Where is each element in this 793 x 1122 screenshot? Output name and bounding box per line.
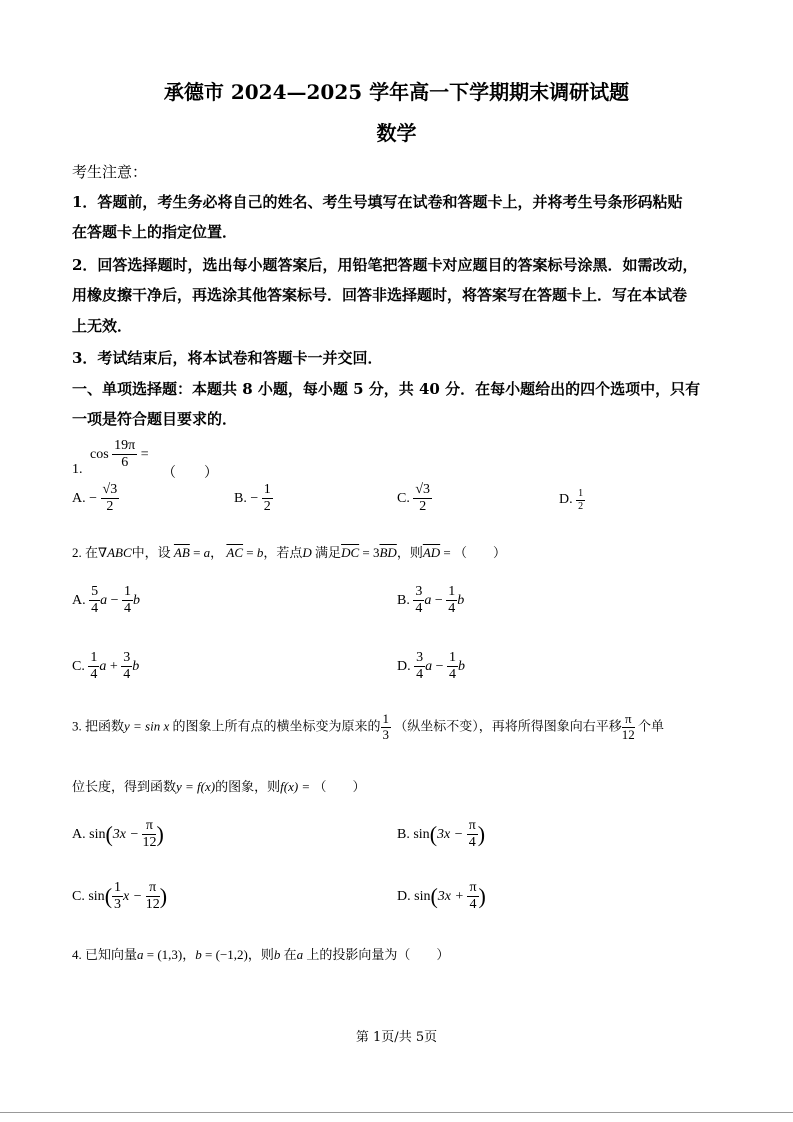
q2-a-coef2 [122, 584, 133, 617]
q2-b-label: B. [397, 592, 410, 608]
q2-c-c1n: 1 [88, 650, 99, 667]
page-footer: 第 1页/共 5页 [355, 1030, 438, 1045]
q2-b-c2n: 1 [446, 584, 457, 601]
notice-item2-line2: 用橡皮擦干净后，再选涂其他答案标号．回答非选择题时，将答案写在答题卡上．写在本试卷 [72, 286, 688, 304]
q1-option-c[interactable] [397, 482, 432, 515]
q3-scale-frac [381, 712, 392, 743]
q3-a-frac [142, 818, 156, 851]
q1-b-label: B. [234, 490, 247, 506]
q1-b-den: 2 [263, 499, 271, 515]
q1-c-den: 2 [419, 499, 427, 515]
q3-s-num: π [622, 712, 635, 728]
q1-a-sign: − [89, 490, 98, 506]
q3-d-frac [467, 880, 478, 913]
q3-option-a[interactable]: A. sin(3x − $\frac{\pi}{12}$ ) [72, 818, 164, 851]
q3-fx: y = f(x) [176, 779, 216, 794]
q3-c-frac [146, 880, 160, 913]
q3-b-sin: sin [413, 826, 430, 842]
q3-d-sin: sin [414, 888, 431, 904]
q2-a-label: A. [72, 592, 86, 608]
q1-option-d[interactable] [559, 488, 585, 512]
q3-text-1: 把函数 [85, 718, 125, 734]
q1-a-den: 2 [106, 499, 114, 515]
q3-s-den: 12 [621, 726, 635, 742]
notice-item2-line1: 2．回答选择题时，选出每小题答案后，用铅笔把答题卡对应题目的答案标号涂黑．如需改动， [72, 256, 698, 274]
q2-text-1: 在 [85, 545, 99, 560]
exam-title: 承德市 2024—2025 学年高一下学期期末调研试题 [163, 80, 630, 104]
q2-eq2: = [246, 545, 254, 560]
q2-c-v2: b [132, 658, 140, 674]
q3-d-d: 4 [469, 897, 477, 913]
q3-d-label: D. [397, 888, 411, 904]
q2-b-c1n: 3 [413, 584, 424, 601]
q3-option-c[interactable]: C. sin( $\frac{1}{3}$ x − $\frac{\pi}{12}$ ) [72, 880, 168, 913]
q2-d-c1n: 3 [414, 650, 425, 667]
q2-a-c1d: 4 [91, 601, 99, 617]
q2-vec-ab: $\overline{AB}$ [173, 545, 190, 560]
q2-vec-b: b [256, 545, 264, 560]
section1-heading-line1: 一、单项选择题：本题共 8 小题，每小题 5 分，共 40 分．在每小题给出的四个选项中，只有 [72, 380, 701, 398]
q2-a-c2n: 1 [122, 584, 133, 601]
notice-item1-line2: 在答题卡上的指定位置． [72, 223, 238, 241]
q1-b-frac [262, 482, 273, 515]
q4-vec-b2: b [273, 947, 281, 962]
q2-vec-dc: $\overline{DC}$ [341, 545, 360, 560]
q1-den: 6 [121, 455, 129, 471]
q2-vec-ad: $\overline{AD}$ [422, 545, 441, 560]
q3-number: 3. [72, 718, 82, 734]
notice-item2-line3: 上无效． [72, 317, 133, 335]
q3-b-d: 4 [468, 835, 476, 851]
q3-stem-line1 [72, 712, 664, 743]
q2-b-c2d: 4 [448, 601, 456, 617]
q3-a-arg: 3x − [112, 826, 139, 842]
q4-comma: ， [182, 947, 196, 962]
q2-b-v1: a [424, 592, 432, 608]
q2-b-v2: b [457, 592, 465, 608]
exam-subject: 数学 [376, 121, 417, 145]
q3-d-n: π [467, 880, 478, 897]
q3-text-6: 的图象，则 [215, 779, 281, 794]
q2-d-coef1 [414, 650, 425, 683]
q2-point-d: D [302, 545, 312, 560]
q3-c-cd: 3 [114, 897, 122, 913]
q4-text-2: ，则 [247, 947, 274, 962]
q1-c-label: C. [397, 490, 410, 506]
q3-shift-frac [622, 712, 635, 743]
q2-text-2: 中，设 [131, 545, 171, 560]
q3-k-den: 3 [382, 726, 390, 742]
q2-number: 2. [72, 545, 82, 560]
q2-triangle: ∇ABC [98, 545, 132, 560]
q2-c-label: C. [72, 658, 85, 674]
q2-c-c2d: 4 [123, 667, 131, 683]
q1-a-num: √3 [101, 482, 120, 499]
q4-text-1: 已知向量 [85, 947, 138, 962]
q4-b-value: = (−1,2) [205, 947, 248, 962]
page-bottom-rule [0, 1112, 793, 1113]
q3-c-d: 12 [145, 897, 160, 913]
q1-blank: （ ） [162, 466, 218, 481]
q4-number: 4. [72, 947, 82, 962]
q2-a-c1n: 5 [89, 584, 100, 601]
q3-text-2: 的图象上所有点的横坐标变为原来的 [172, 718, 381, 734]
q2-text-3: ，若点 [263, 545, 303, 560]
q2-vec-a: a [203, 545, 211, 560]
q2-b-op: − [434, 592, 443, 608]
q3-a-n: π [142, 818, 156, 835]
q2-d-coef2 [447, 650, 458, 683]
q2-b-coef1 [413, 584, 424, 617]
q2-option-c[interactable] [72, 650, 139, 683]
q2-c-coef2 [121, 650, 132, 683]
q2-option-d[interactable] [397, 650, 465, 683]
q3-c-arg: x − [123, 888, 143, 904]
q2-d-c2d: 4 [449, 667, 457, 683]
q1-eq: = [140, 446, 149, 462]
q1-c-num: √3 [413, 482, 432, 499]
q1-cos: cos [90, 446, 109, 462]
q4-stem [72, 944, 449, 963]
q3-text-3: （纵坐标不变），再将所得图象向右平移 [394, 718, 622, 734]
q2-a-coef1 [89, 584, 100, 617]
q3-option-d[interactable]: D. sin(3x + $\frac{\pi}{4}$ ) [397, 880, 486, 913]
q2-a-c2d: 4 [124, 601, 132, 617]
q2-stem [72, 542, 506, 561]
q1-option-b[interactable] [234, 482, 273, 515]
q1-fraction [112, 438, 137, 471]
q2-d-v1: a [425, 658, 433, 674]
q3-b-label: B. [397, 826, 410, 842]
q2-eq1: = [193, 545, 201, 560]
q2-a-v2: b [133, 592, 141, 608]
q1-d-den: 2 [578, 500, 584, 512]
q3-c-n: π [146, 880, 160, 897]
q2-c-v1: a [99, 658, 107, 674]
q3-fx2: f(x) = [280, 779, 311, 794]
q3-c-cn: 1 [112, 880, 123, 897]
q4-vec-a: a [137, 947, 144, 962]
q1-c-frac [413, 482, 432, 515]
q3-function: y = sin x [124, 718, 170, 734]
q1-b-num: 1 [262, 482, 273, 499]
q2-vec-bd: $\overline{BD}$ [379, 545, 397, 560]
q2-c-c2n: 3 [121, 650, 132, 667]
q3-option-b[interactable]: B. sin(3x − $\frac{\pi}{4}$ ) [397, 818, 486, 851]
q3-b-arg: 3x − [437, 826, 464, 842]
q2-a-op: − [110, 592, 119, 608]
q2-text-4: 满足 [315, 545, 342, 560]
q2-option-a[interactable] [72, 584, 140, 617]
q4-text-4: 上的投影向量为（ ） [306, 947, 450, 962]
q4-text-3: 在 [283, 947, 297, 962]
q2-b-coef2 [446, 584, 457, 617]
q2-a-v1: a [100, 592, 108, 608]
q3-stem-line2 [72, 776, 365, 795]
q3-a-sin: sin [89, 826, 106, 842]
q2-d-c2n: 1 [447, 650, 458, 667]
q4-a-value: = (1,3) [146, 947, 183, 962]
q2-c-coef1 [88, 650, 99, 683]
q3-b-n: π [467, 818, 478, 835]
q2-eq4: = [443, 545, 451, 560]
q3-blank: （ ） [313, 779, 366, 794]
q3-text-4: 个单 [638, 718, 665, 734]
q1-stem [90, 438, 149, 471]
q2-d-label: D. [397, 658, 411, 674]
q3-d-arg: 3x + [437, 888, 464, 904]
q4-vec-a2: a [296, 947, 304, 962]
q3-c-label: C. [72, 888, 85, 904]
q1-b-sign: − [250, 490, 259, 506]
q2-blank: （ ） [454, 545, 507, 560]
q3-k-num: 1 [382, 711, 390, 726]
q1-num: 19π [112, 438, 137, 455]
q1-a-label: A. [72, 490, 86, 506]
q2-d-op: − [435, 658, 444, 674]
section1-heading-line2: 一项是符合题目要求的． [72, 410, 238, 428]
q1-d-label: D. [559, 492, 573, 508]
q1-d-num: 1 [578, 488, 584, 499]
q3-text-5: 位长度，得到函数 [72, 779, 177, 794]
q2-c-op: + [109, 658, 118, 674]
q3-c-coef [112, 880, 123, 913]
q2-eq3: = 3 [362, 545, 380, 560]
q1-d-frac [576, 488, 585, 512]
q2-b-c1d: 4 [415, 601, 423, 617]
notice-item3: 3．考试结束后，将本试卷和答题卡一并交回． [72, 349, 383, 367]
q2-c-c1d: 4 [90, 667, 98, 683]
q4-vec-b: b [195, 947, 202, 962]
q3-a-label: A. [72, 826, 86, 842]
notice-heading: 考生注意： [72, 163, 148, 181]
q2-d-v2: b [458, 658, 466, 674]
q1-number: 1. [72, 462, 83, 477]
q1-option-a[interactable] [72, 482, 119, 515]
q2-vec-ac: $\overline{AC}$ [226, 545, 244, 560]
q2-comma: ， [210, 545, 224, 560]
notice-item1-line1: 1．答题前，考生务必将自己的姓名、考生号填写在试卷和答题卡上，并将考生号条形码粘贴 [72, 193, 683, 211]
q3-a-d: 12 [142, 835, 157, 851]
q2-option-b[interactable] [397, 584, 464, 617]
q3-c-sin: sin [88, 888, 105, 904]
q2-d-c1d: 4 [416, 667, 424, 683]
q3-b-frac [467, 818, 478, 851]
q1-a-frac [101, 482, 120, 515]
q2-text-5: ，则 [396, 545, 423, 560]
